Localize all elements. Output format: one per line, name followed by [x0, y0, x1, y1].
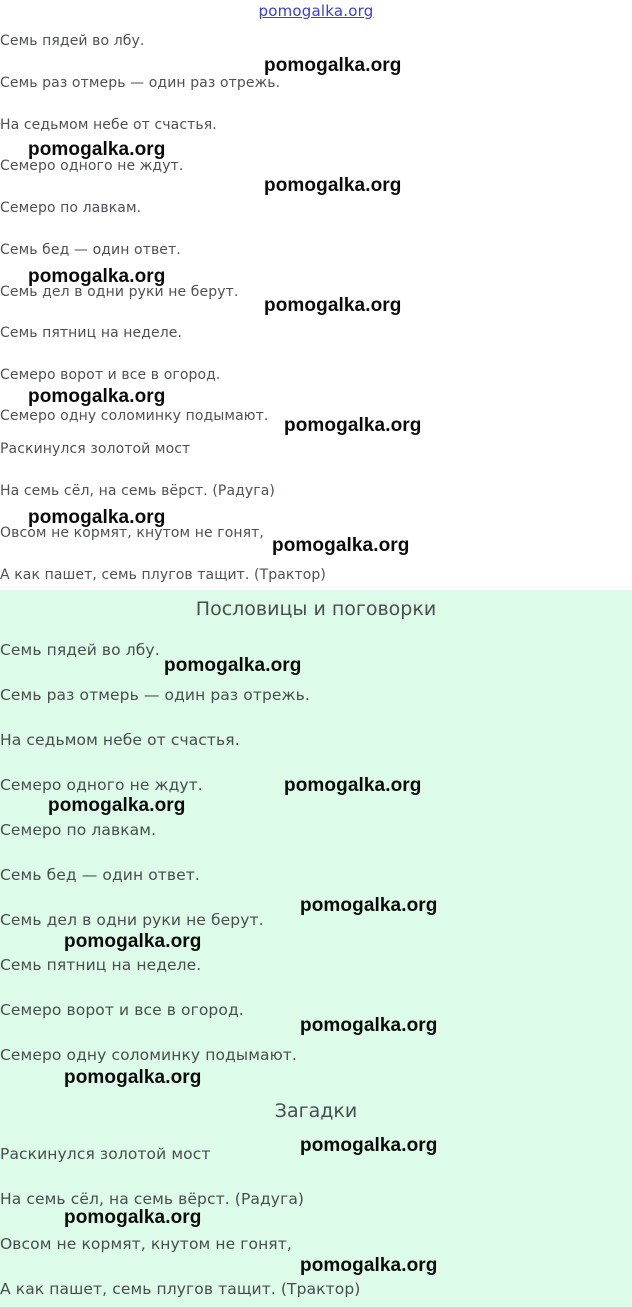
watermark-text: pomogalka.org: [300, 1135, 438, 1156]
riddles-heading: Загадки: [274, 1100, 358, 1122]
list-item: Семеро по лавкам.: [0, 200, 142, 216]
proverb-item: Семь дел в одни руки не берут.: [0, 911, 264, 929]
list-item: Овсом не кормят, кнутом не гонят,: [0, 525, 264, 541]
list-item: Семеро ворот и все в огород.: [0, 367, 221, 383]
watermark-text: pomogalka.org: [28, 507, 166, 528]
list-item: А как пашет, семь плугов тащит. (Трактор): [0, 567, 326, 583]
watermark-text: pomogalka.org: [264, 55, 402, 76]
proverb-item: Семь пядей во лбу.: [0, 641, 160, 659]
list-item: Семь пядей во лбу.: [0, 33, 145, 49]
proverb-item: Семеро ворот и все в огород.: [0, 1001, 244, 1019]
watermark-text: pomogalka.org: [300, 1255, 438, 1276]
watermark-text: pomogalka.org: [284, 775, 422, 796]
proverb-item: Семь бед — один ответ.: [0, 866, 200, 884]
watermark-text: pomogalka.org: [264, 295, 402, 316]
watermark-text: pomogalka.org: [264, 175, 402, 196]
list-item: Семь раз отмерь — один раз отрежь.: [0, 75, 281, 91]
watermark-text: pomogalka.org: [284, 415, 422, 436]
watermark-text: pomogalka.org: [64, 931, 202, 952]
list-item: Семеро одного не ждут.: [0, 158, 184, 174]
proverb-item: Семь пятниц на неделе.: [0, 956, 202, 974]
watermark-text: pomogalka.org: [28, 386, 166, 407]
site-link[interactable]: pomogalka.org: [258, 2, 374, 20]
watermark-text: pomogalka.org: [64, 1067, 202, 1088]
proverb-item: Семеро по лавкам.: [0, 821, 157, 839]
riddle-item: Овсом не кормят, кнутом не гонят,: [0, 1235, 292, 1253]
proverb-item: Семеро одного не ждут.: [0, 776, 203, 794]
watermark-text: pomogalka.org: [64, 1207, 202, 1228]
watermark-text: pomogalka.org: [164, 655, 302, 676]
list-item: Семь бед — один ответ.: [0, 242, 181, 258]
watermark-text: pomogalka.org: [300, 895, 438, 916]
watermark-text: pomogalka.org: [28, 266, 166, 287]
list-item: На семь сёл, на семь вёрст. (Радуга): [0, 483, 275, 499]
riddle-item: А как пашет, семь плугов тащит. (Трактор): [0, 1280, 361, 1298]
list-item: Семь пятниц на неделе.: [0, 325, 183, 341]
proverb-item: На седьмом небе от счастья.: [0, 731, 240, 749]
list-item: Семь дел в одни руки не берут.: [0, 284, 239, 300]
list-item: На седьмом небе от счастья.: [0, 117, 217, 133]
watermark-text: pomogalka.org: [300, 1015, 438, 1036]
proverb-item: Семеро одну соломинку подымают.: [0, 1046, 297, 1064]
watermark-text: pomogalka.org: [272, 535, 410, 556]
proverbs-heading: Пословицы и поговорки: [195, 598, 437, 620]
riddle-item: Раскинулся золотой мост: [0, 1145, 211, 1163]
list-item: Раскинулся золотой мост: [0, 441, 191, 457]
proverb-item: Семь раз отмерь — один раз отрежь.: [0, 686, 310, 704]
list-item: Семеро одну соломинку подымают.: [0, 408, 269, 424]
watermark-text: pomogalka.org: [48, 795, 186, 816]
watermark-text: pomogalka.org: [28, 139, 166, 160]
riddle-item: На семь сёл, на семь вёрст. (Радуга): [0, 1190, 305, 1208]
